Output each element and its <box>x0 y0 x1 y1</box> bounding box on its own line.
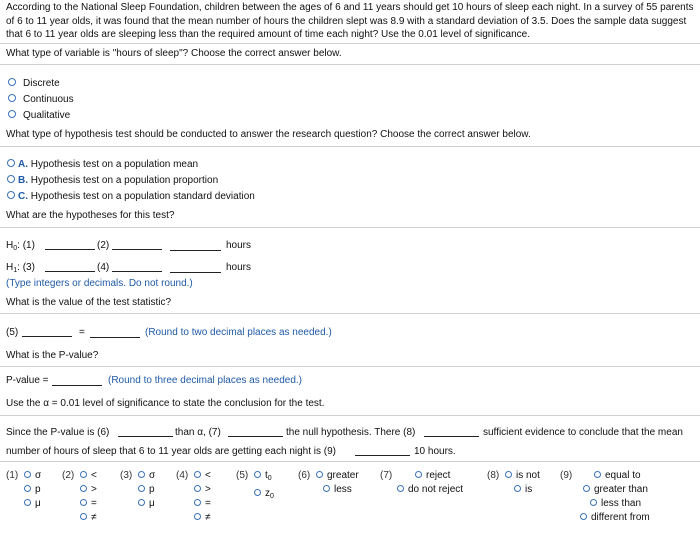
h0-relation-dropdown-2[interactable] <box>112 240 162 250</box>
divider <box>0 415 700 416</box>
pvalue-label: P-value = <box>6 375 49 386</box>
q2-option-c[interactable]: C. Hypothesis test on a population standard deviation <box>7 191 255 202</box>
radio-button[interactable] <box>138 485 145 492</box>
radio-button[interactable] <box>580 513 587 520</box>
radio-button[interactable] <box>24 499 31 506</box>
key-7-option-reject[interactable]: reject <box>415 470 450 481</box>
conclusion-dropdown-6[interactable] <box>118 427 173 437</box>
key-2-option-ne[interactable]: ≠ <box>80 512 97 523</box>
key-5-option-t0[interactable]: $t_0$ <box>254 470 272 481</box>
q2-question: What type of hypothesis test should be conducted to answer the research question? Choose the correct answer below. <box>6 129 531 140</box>
q2-option-b[interactable]: B. Hypothesis test on a population proportion <box>7 175 218 186</box>
radio-button[interactable] <box>8 94 16 102</box>
q4-question: What is the value of the test statistic? <box>6 297 172 308</box>
key-5-option-z0[interactable]: $z_0$ <box>254 488 274 499</box>
radio-button[interactable] <box>194 513 201 520</box>
radio-button[interactable] <box>194 499 201 506</box>
q1-option-discrete[interactable]: Discrete <box>8 78 60 89</box>
conclusion-s5: number of hours of sleep that 6 to 11 year olds are getting each night is (9) <box>6 446 337 457</box>
radio-button[interactable] <box>80 513 87 520</box>
radio-button[interactable] <box>7 159 15 167</box>
key-5-label: (5) <box>236 470 249 481</box>
key-9-label: (9) <box>560 470 573 481</box>
key-9-option-greater-than[interactable]: greater than <box>583 484 648 495</box>
key-2-option-gt[interactable]: > <box>80 484 97 495</box>
key-7-option-do-not-reject[interactable]: do not reject <box>397 484 463 495</box>
key-4-option-lt[interactable]: < <box>194 470 211 481</box>
key-3-option-mu[interactable]: μ <box>138 498 155 509</box>
radio-button[interactable] <box>505 471 512 478</box>
test-statistic-dropdown-5[interactable] <box>22 327 72 337</box>
radio-button[interactable] <box>194 485 201 492</box>
key-3-option-sigma[interactable]: σ <box>138 470 155 481</box>
conclusion-dropdown-9[interactable] <box>355 446 410 456</box>
key-4-label: (4) <box>176 470 189 481</box>
radio-button[interactable] <box>138 471 145 478</box>
h0-l2-label: (2) <box>97 240 110 251</box>
h1-relation-dropdown-4[interactable] <box>112 262 162 272</box>
conclusion-s2: than α, (7) <box>175 427 221 438</box>
conclusion-dropdown-8[interactable] <box>424 427 479 437</box>
h0-param-dropdown-1[interactable] <box>45 240 95 250</box>
radio-button[interactable] <box>7 175 15 183</box>
h1-l4-label: (4) <box>97 262 110 273</box>
conclusion-dropdown-7[interactable] <box>228 427 283 437</box>
q5-note: (Round to three decimal places as needed.) <box>108 375 303 386</box>
q4-note: (Round to two decimal places as needed.) <box>145 327 332 338</box>
h0-units: hours <box>226 240 252 251</box>
q3-question: What are the hypotheses for this test? <box>6 210 175 221</box>
radio-button[interactable] <box>80 471 87 478</box>
radio-button[interactable] <box>24 485 31 492</box>
conclusion-s4: sufficient evidence to conclude that the mean <box>483 427 683 438</box>
q6-question: Use the α = 0.01 level of significance to state the conclusion for the test. <box>6 398 325 409</box>
q1-option-qualitative[interactable]: Qualitative <box>8 110 70 121</box>
radio-button[interactable] <box>80 499 87 506</box>
radio-button[interactable] <box>254 489 261 496</box>
h0-value-input[interactable] <box>170 241 221 251</box>
radio-button[interactable] <box>594 471 601 478</box>
divider <box>0 227 700 228</box>
key-9-option-less-than[interactable]: less than <box>590 498 641 509</box>
radio-button[interactable] <box>7 191 15 199</box>
conclusion-s1: Since the P-value is (6) <box>6 427 110 438</box>
radio-button[interactable] <box>80 485 87 492</box>
divider <box>0 461 700 462</box>
h1-value-input[interactable] <box>170 263 221 273</box>
key-4-option-eq[interactable]: = <box>194 498 211 509</box>
problem-statement: According to the National Sleep Foundation, children between the ages of 6 and 11 years should get 10 hours of sleep each night. In a survey of 55 parents of 6 to 11 year olds, it was found that the mean number of hours the children slept was 8.9 with a standard deviation of 3.5. Does the sample data suggest that 6 to 11 year olds are sleeping less than the required amount of time each night? Use the 0.01 level of significance. <box>6 2 694 40</box>
conclusion-s6: 10 hours. <box>414 446 456 457</box>
h0-line: $H_0$: (1) <box>6 240 35 252</box>
pvalue-input[interactable] <box>52 376 102 386</box>
divider <box>0 313 700 314</box>
key-7-label: (7) <box>380 470 393 481</box>
h1-line: $H_1$: (3) <box>6 262 35 274</box>
radio-button[interactable] <box>8 78 16 86</box>
key-6-option-less[interactable]: less <box>323 484 352 495</box>
key-3-label: (3) <box>120 470 133 481</box>
q2-option-a[interactable]: A. Hypothesis test on a population mean <box>7 159 198 170</box>
key-2-option-lt[interactable]: < <box>80 470 97 481</box>
test-statistic-input[interactable] <box>90 328 140 338</box>
key-8-option-is-not[interactable]: is not <box>505 470 540 481</box>
radio-button[interactable] <box>583 485 590 492</box>
key-1-option-mu[interactable]: μ <box>24 498 41 509</box>
key-9-option-different-from[interactable]: different from <box>580 512 650 523</box>
key-9-option-equal-to[interactable]: equal to <box>594 470 641 481</box>
radio-button[interactable] <box>194 471 201 478</box>
conclusion-s3: the null hypothesis. There (8) <box>286 427 416 438</box>
q1-option-continuous[interactable]: Continuous <box>8 94 74 105</box>
key-8-label: (8) <box>487 470 500 481</box>
h1-units: hours <box>226 262 252 273</box>
radio-button[interactable] <box>397 485 404 492</box>
q1-question: What type of variable is "hours of sleep"? Choose the correct answer below. <box>6 48 342 59</box>
divider <box>0 64 700 65</box>
key-2-option-eq[interactable]: = <box>80 498 97 509</box>
divider <box>0 366 700 367</box>
divider <box>0 146 700 147</box>
radio-button[interactable] <box>254 471 261 478</box>
key-6-option-greater[interactable]: greater <box>316 470 359 481</box>
key-4-option-ne[interactable]: ≠ <box>194 512 211 523</box>
key-1-option-sigma[interactable]: σ <box>24 470 41 481</box>
radio-button[interactable] <box>514 485 521 492</box>
q4-equals: = <box>79 327 85 338</box>
radio-button[interactable] <box>323 485 330 492</box>
q4-l5-label: (5) <box>6 327 19 338</box>
divider <box>0 43 700 44</box>
radio-button[interactable] <box>8 110 16 118</box>
radio-button[interactable] <box>138 499 145 506</box>
radio-button[interactable] <box>24 471 31 478</box>
radio-button[interactable] <box>415 471 422 478</box>
key-4-option-gt[interactable]: > <box>194 484 211 495</box>
radio-button[interactable] <box>316 471 323 478</box>
h1-param-dropdown-3[interactable] <box>45 262 95 272</box>
key-1-label: (1) <box>6 470 19 481</box>
key-6-label: (6) <box>298 470 311 481</box>
radio-button[interactable] <box>590 499 597 506</box>
key-1-option-p[interactable]: p <box>24 484 41 495</box>
key-8-option-is[interactable]: is <box>514 484 532 495</box>
key-3-option-p[interactable]: p <box>138 484 155 495</box>
q5-question: What is the P-value? <box>6 350 99 361</box>
key-2-label: (2) <box>62 470 75 481</box>
h-note: (Type integers or decimals. Do not round.) <box>6 278 193 289</box>
